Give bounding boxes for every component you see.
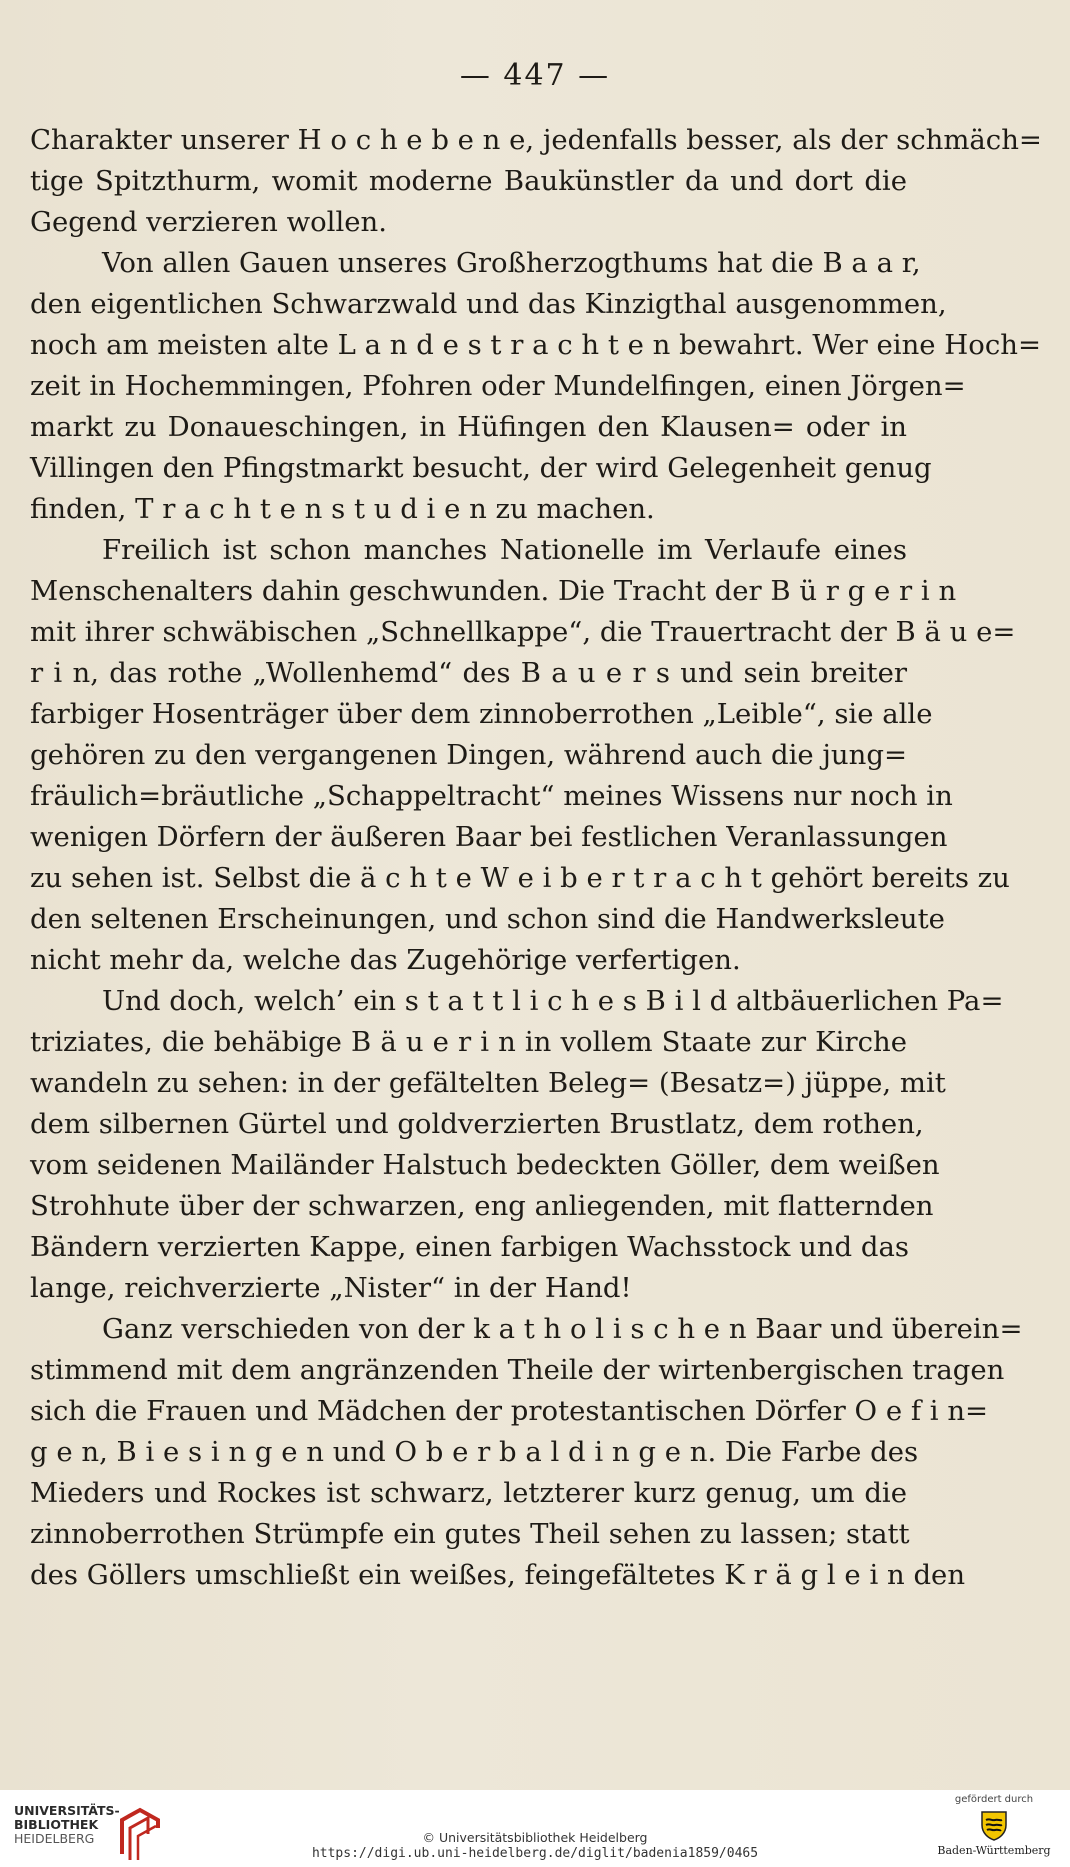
text-line: tige Spitzthurm, womit moderne Baukünstler da und dort die (30, 165, 907, 197)
text-line: nicht mehr da, welche das Zugehörige verfertigen. (30, 944, 741, 976)
text-line: triziates, die behäbige B ä u e r i n in vollem Staate zur Kirche (30, 1026, 907, 1058)
text-line: Mieders und Rockes ist schwarz, letzterer kurz genug, um die (30, 1477, 907, 1509)
text-line: Charakter unserer H o c h e b e n e, jedenfalls besser, als der schmäch= (30, 124, 1042, 156)
text-line: den seltenen Erscheinungen, und schon sind die Handwerksleute (30, 903, 945, 935)
permalink-url[interactable]: https://digi.ub.uni-heidelberg.de/diglit/badenia1859/0465 (311, 1846, 759, 1861)
text-line: stimmend mit dem angränzenden Theile der wirtenbergischen tragen (30, 1354, 1005, 1386)
text-line: Gegend verzieren wollen. (30, 206, 387, 238)
library-name-line: UNIVERSITÄTS- (14, 1803, 120, 1818)
text-line: markt zu Donaueschingen, in Hüfingen den Klausen= oder in (30, 411, 907, 443)
text-line: zinnoberrothen Strümpfe ein gutes Theil sehen zu lassen; statt (30, 1518, 910, 1550)
text-line: dem silbernen Gürtel und goldverzierten Brustlatz, dem rothen, (30, 1108, 924, 1140)
text-line: wenigen Dörfern der äußeren Baar bei festlichen Veranlassungen (30, 821, 948, 853)
text-line: Freilich ist schon manches Nationelle im Verlaufe eines (102, 534, 907, 566)
text-line: lange, reichverzierte „Nister“ in der Hand! (30, 1272, 632, 1304)
text-line: Von allen Gauen unseres Großherzogthums hat die B a a r, (102, 247, 921, 279)
text-line: zeit in Hochemmingen, Pfohren oder Mundelfingen, einen Jörgen= (30, 370, 966, 402)
funded-by-label: gefördert durch (954, 1794, 1034, 1805)
state-crest-icon (979, 1809, 1009, 1841)
funder-name: Baden-Württemberg (937, 1844, 1051, 1857)
text-line: mit ihrer schwäbischen „Schnellkappe“, die Trauertracht der B ä u e= (30, 616, 1016, 648)
text-line: sich die Frauen und Mädchen der protestantischen Dörfer O e f i n= (30, 1395, 989, 1427)
text-line: noch am meisten alte L a n d e s t r a c h t e n bewahrt. Wer eine Hoch= (30, 329, 1041, 361)
page-number: — 447 — (459, 58, 611, 93)
text-line: Villingen den Pfingstmarkt besucht, der wird Gelegenheit genug (30, 452, 932, 484)
text-line: g e n, B i e s i n g e n und O b e r b a l d i n g e n. Die Farbe des (30, 1436, 919, 1468)
text-line: finden, T r a c h t e n s t u d i e n zu machen. (30, 493, 655, 525)
funding-notice (934, 1794, 1054, 1857)
text-line: gehören zu den vergangenen Dingen, während auch die jung= (30, 739, 907, 771)
text-line: den eigentlichen Schwarzwald und das Kinzigthal ausgenommen, (30, 288, 947, 320)
text-line: des Göllers umschließt ein weißes, feingefältetes K r ä g l e i n den (30, 1559, 966, 1591)
text-line: zu sehen ist. Selbst die ä c h t e W e i b e r t r a c h t gehört bereits zu (30, 862, 1010, 894)
text-line: r i n, das rothe „Wollenhemd“ des B a u e r s und sein breiter (30, 657, 907, 689)
text-line: fräulich=bräutliche „Schappeltracht“ meines Wissens nur noch in (30, 780, 953, 812)
library-name-line: HEIDELBERG (14, 1831, 95, 1846)
text-line: wandeln zu sehen: in der gefältelten Beleg= (Besatz=) jüppe, mit (30, 1067, 946, 1099)
library-name-line: BIBLIOTHEK (14, 1817, 99, 1832)
copyright-notice: © Universitätsbibliothek Heidelberg (422, 1830, 648, 1845)
text-line: Strohhute über der schwarzen, eng anliegenden, mit flatternden (30, 1190, 934, 1222)
text-line: vom seidenen Mailänder Halstuch bedeckten Göller, dem weißen (30, 1149, 940, 1181)
text-line: Bändern verzierten Kappe, einen farbigen Wachsstock und das (30, 1231, 909, 1263)
text-line: Menschenalters dahin geschwunden. Die Tracht der B ü r g e r i n (30, 575, 957, 607)
body-text (30, 120, 1042, 1596)
text-line: Und doch, welch’ ein s t a t t l i c h e s B i l d altbäuerlichen Pa= (102, 985, 1004, 1017)
footer (0, 1790, 1070, 1867)
text-line: farbiger Hosenträger über dem zinnoberrothen „Leible“, sie alle (30, 698, 933, 730)
text-line: Ganz verschieden von der k a t h o l i s c h e n Baar und überein= (102, 1313, 1023, 1345)
